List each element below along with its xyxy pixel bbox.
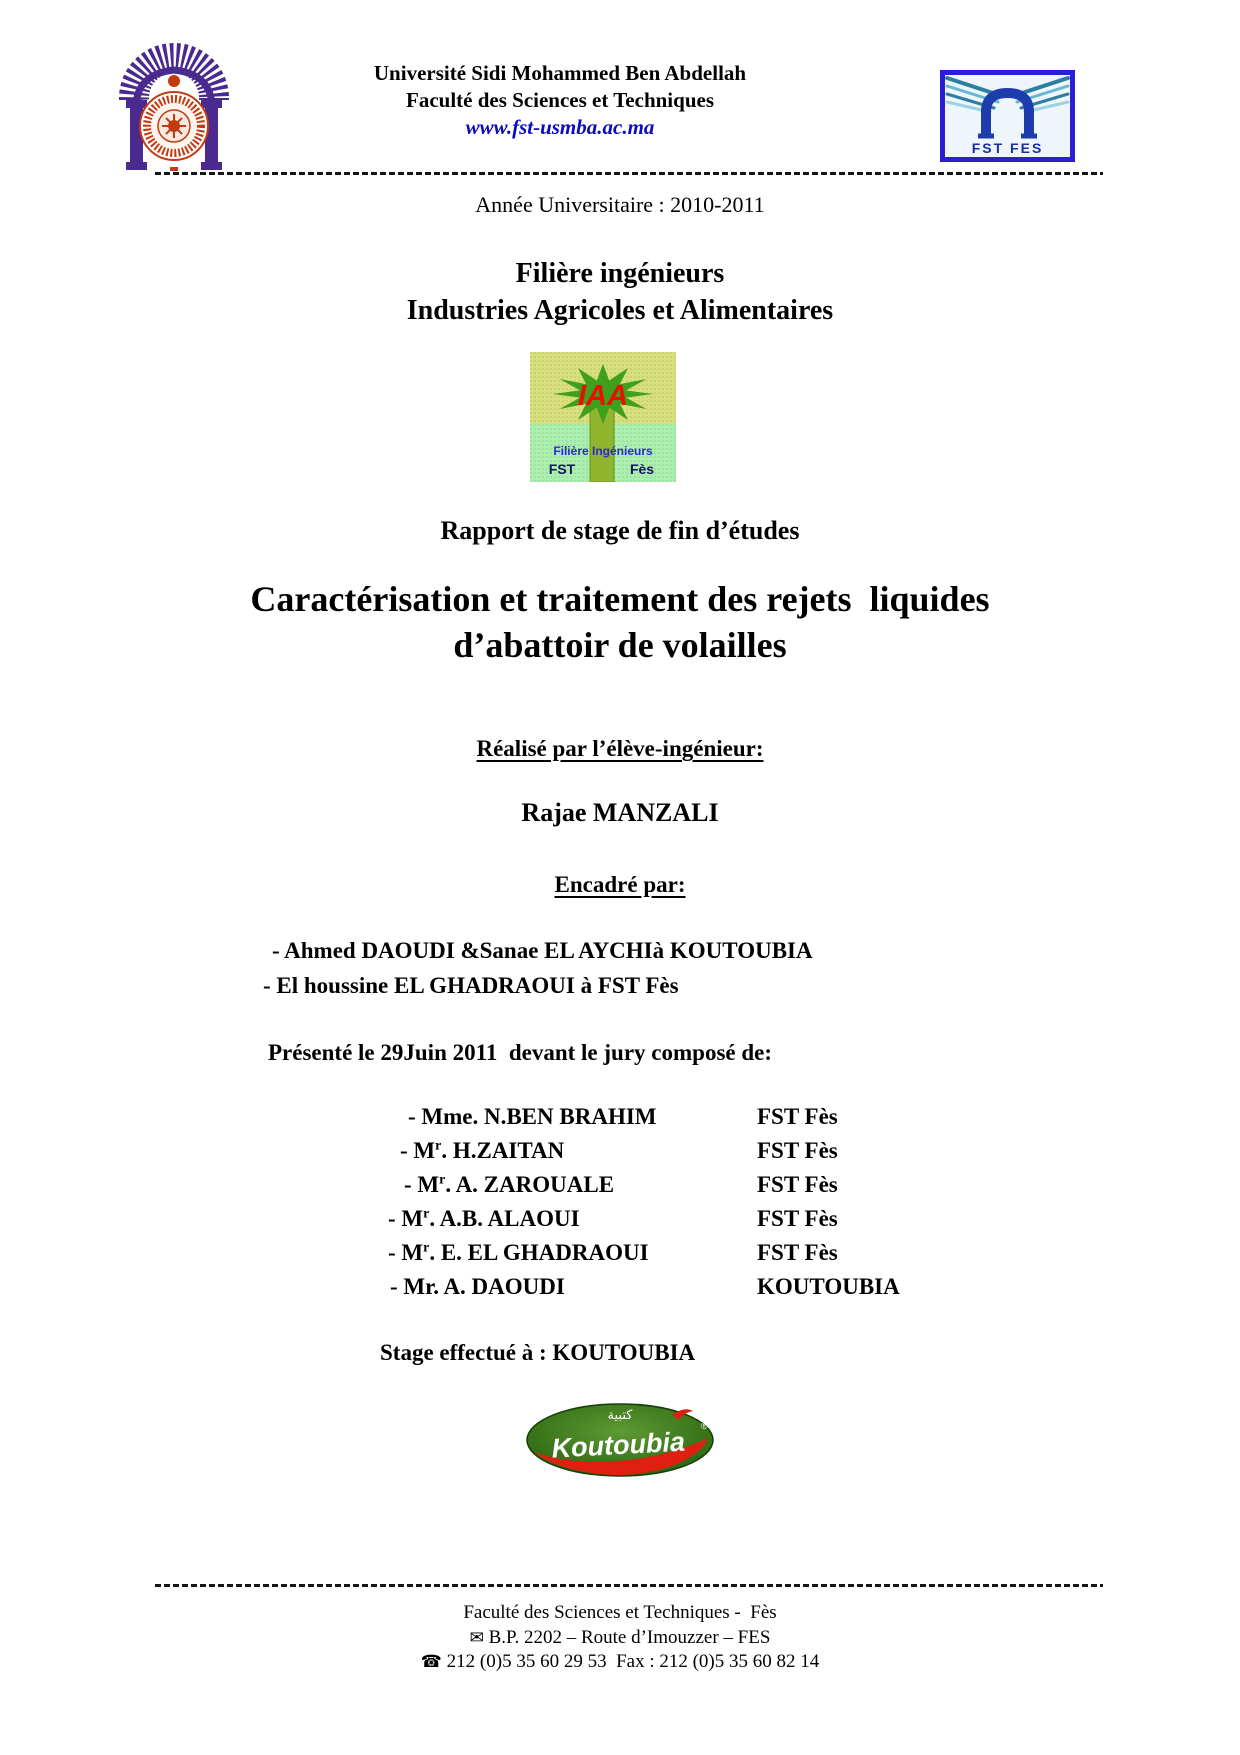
jury-member-name: - Mme. N.BEN BRAHIM	[408, 1104, 657, 1129]
faculty-name: Faculté des Sciences et Techniques	[406, 88, 714, 112]
iaa-filiere-logo	[530, 352, 676, 482]
defense-intro: Présenté le 29Juin 2011 devant le jury composé de:	[268, 1040, 773, 1065]
registered-mark: ®	[701, 1421, 708, 1431]
faculty-website-link[interactable]: www.fst-usmba.ac.ma	[465, 115, 655, 139]
internship-location: Stage effectué à : KOUTOUBIA	[380, 1340, 696, 1365]
iaa-fes-label: Fès	[629, 461, 655, 477]
footer-divider	[155, 1584, 1103, 1587]
footer-block	[0, 1601, 1240, 1675]
koutoubia-logo	[524, 1402, 716, 1478]
footer-address-text: B.P. 2202 – Route d’Imouzzer – FES	[488, 1626, 771, 1648]
supervisors-heading: Encadré par:	[554, 872, 686, 897]
jury-member-name: - $M^r$. A.B. ALAOUI	[388, 1206, 580, 1231]
footer-phone-text: 212 (0)5 35 60 29 53 Fax : 212 (0)5 35 60 82 14	[446, 1651, 820, 1672]
iaa-caption: Filière Ingénieurs	[553, 444, 653, 458]
mail-icon: ✉	[469, 1627, 484, 1648]
footer-faculty-line: Faculté des Sciences et Techniques - Fès	[463, 1602, 777, 1623]
iaa-logo-icon	[530, 352, 676, 482]
iaa-acronym: IAA	[578, 380, 628, 412]
jury-row	[0, 1138, 1240, 1172]
fst-fes-logo-icon	[940, 70, 1075, 162]
fst-fes-logo	[940, 70, 1075, 162]
jury-member-name: - $M^r$. E. EL GHADRAOUI	[388, 1240, 649, 1265]
jury-member-affiliation: FST Fès	[757, 1240, 838, 1265]
author-heading: Réalisé par l’élève-ingénieur:	[476, 736, 764, 761]
report-title-line1: Caractérisation et traitement des rejets liquides	[250, 579, 990, 619]
iaa-fst-label: FST	[548, 461, 576, 477]
header-divider	[155, 172, 1103, 175]
jury-member-affiliation: KOUTOUBIA	[757, 1274, 900, 1299]
supervisor-line2: - El houssine EL GHADRAOUI à FST Fès	[263, 973, 679, 998]
footer-address-line	[0, 1626, 1240, 1651]
jury-list	[0, 1104, 1240, 1308]
header-text-block	[230, 60, 890, 141]
jury-member-affiliation: FST Fès	[757, 1172, 838, 1197]
program-line1: Filière ingénieurs	[515, 258, 725, 289]
footer-phone-line	[0, 1650, 1240, 1675]
report-title-line2: d’abattoir de volailles	[453, 625, 787, 665]
supervisor-line1: - Ahmed DAOUDI &Sanae EL AYCHIà KOUTOUBIA	[272, 938, 813, 963]
usmba-emblem-logo	[108, 34, 240, 174]
jury-member-affiliation: FST Fès	[757, 1206, 838, 1231]
jury-row	[0, 1104, 1240, 1138]
academic-year: Année Universitaire : 2010-2011	[475, 192, 765, 217]
jury-member-affiliation: FST Fès	[757, 1138, 838, 1163]
university-name: Université Sidi Mohammed Ben Abdellah	[373, 61, 747, 85]
phone-icon: ☎	[420, 1652, 442, 1672]
fst-fes-logo-text: FST FES	[971, 140, 1044, 156]
jury-member-name: - Mr. A. DAOUDI	[390, 1274, 565, 1299]
usmba-emblem-icon	[108, 34, 240, 174]
jury-row	[0, 1274, 1240, 1308]
program-line2: Industries Agricoles et Alimentaires	[406, 295, 834, 326]
koutoubia-logo-icon	[524, 1402, 716, 1478]
jury-member-name: - $M^r$. A. ZAROUALE	[404, 1172, 615, 1197]
jury-member-affiliation: FST Fès	[757, 1104, 838, 1129]
jury-row	[0, 1172, 1240, 1206]
jury-row	[0, 1206, 1240, 1240]
koutoubia-arabic-text: كتبية	[607, 1407, 633, 1422]
jury-member-name: - $M^r$. H.ZAITAN	[400, 1138, 565, 1163]
report-type: Rapport de stage de fin d’études	[440, 516, 800, 545]
author-name: Rajae MANZALI	[521, 798, 719, 827]
jury-row	[0, 1240, 1240, 1274]
koutoubia-brand-text: Koutoubia	[550, 1426, 686, 1464]
